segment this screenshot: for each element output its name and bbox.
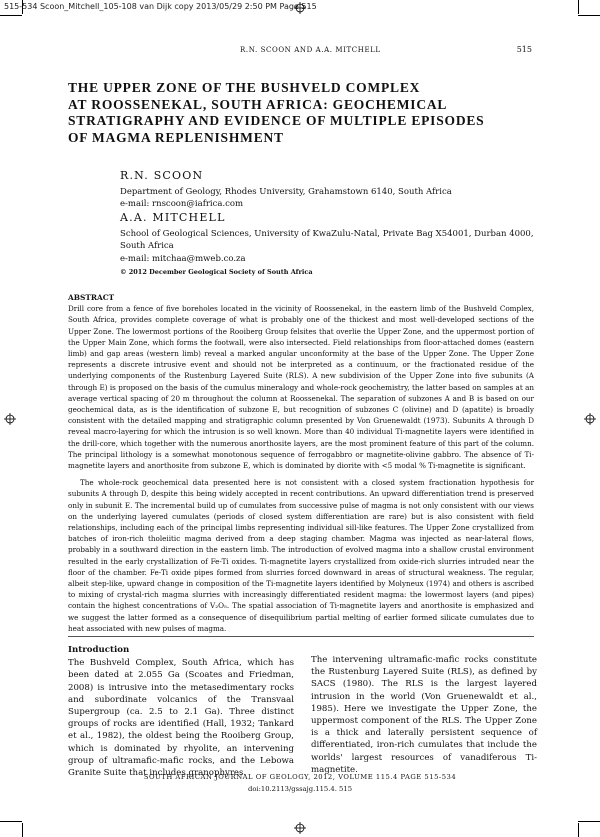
title-line: OF MAGMA REPLENISHMENT <box>68 129 284 145</box>
author-affiliation: School of Geological Sciences, University of KwaZulu-Natal, Private Bag X54001, Durban 4000, <box>120 228 534 239</box>
author-name: R.N. SCOON <box>120 169 204 182</box>
slug-text: 515-534 Scoon_Mitchell_105-108 van Dijk copy 2013/05/29 2:50 PM Page 515 <box>4 2 317 11</box>
doi: doi:10.2113/gssajg.115.4. 515 <box>247 785 353 793</box>
author-affiliation: South Africa <box>120 241 174 251</box>
registration-mark-icon <box>294 2 306 14</box>
abstract-heading: ABSTRACT <box>68 293 115 302</box>
registration-mark-icon <box>294 822 306 834</box>
abstract <box>68 292 534 638</box>
crop-mark <box>22 0 23 14</box>
page-number: 515 <box>516 45 532 54</box>
registration-mark-icon <box>4 413 16 425</box>
copyright-notice: © 2012 December Geological Society of South Africa <box>120 268 313 276</box>
title-line: AT ROOSSENEKAL, SOUTH AFRICA: GEOCHEMICAL <box>68 96 448 112</box>
page-footer <box>0 771 600 795</box>
crop-mark <box>578 0 579 14</box>
intro-paragraph: The intervening ultramafic-mafic rocks constitute the Rustenburg Layered Suite (RLS), as defined by SACS (1980). The RLS is the largest layered intrusion in the world (Von Gruenewaldt et al., 1985). Here we investigate the Upper Zone, the uppermost component of the RLS. The Upper Zone is a thick and laterally persistent sequence of differentiated, iron-rich cumulates that include the worlds' largest resources of vanadiferous Ti-magnetite. <box>311 655 537 775</box>
article-title <box>68 80 538 146</box>
author-affiliation: Department of Geology, Rhodes University, Grahamstown 6140, South Africa <box>120 186 452 197</box>
intro-column-left <box>68 644 294 779</box>
intro-column-right <box>311 654 537 776</box>
crop-mark <box>578 823 579 837</box>
title-line: STRATIGRAPHY AND EVIDENCE OF MULTIPLE EPISODES <box>68 113 485 128</box>
author-block <box>120 212 540 265</box>
abstract-paragraph: Drill core from a fence of five boreholes located in the vicinity of Roossenekal, in the eastern limb of the Bushveld Complex, South Africa, provides complete coverage of what is probably one of the thickest and most well-developed sections of the Upper Zone. The lowermost portions of the Rooiberg Group felsites that overlie the Upper Zone, and the uppermost portion of the Upper Main Zone, which forms the footwall, were also intersected. Field relationships from floor-attached domes (eastern limb) and gap areas (western limb) reveal a marked angular unconformity at the base of the Upper Zone. The Upper Zone represents a discrete intrusive event and should not be interpreted as a continuum, or the fractionated residue of the underlying components of the Rustenburg Layered Suite (RLS). A new subdivision of the Upper Zone into five subunits (A through E) is proposed on the basis of the cumulus mineralogy and whole-rock geochemistry, the latter based on samples at an average vertical spacing of 20 m throughout the column at Roossenekal. The separation of subzones A and B is based on our geochemical data, as is the identification of subzone E, but recognition of subzones C (olivine) and D (apatite) is broadly consistent with the detailed mapping and stratigraphic column presented by Von Gruenewaldt (1973). Subunits A through D reveal macro-layering for which the intrusion is so well known. More than 40 individual Ti-magnetite layers were identified in the drill-core, which together with the numerous anorthosite layers, are the most prominent feature of this part of the column. The principal lithology is a somewhat monotonous sequence of ferrogabbro or magnetite-olivine gabbro. The absence of Ti-magnetite layers and anorthosite from subzone E, which is dominated by diorite with <5 modal % Ti-magnetite is significant. <box>68 304 534 471</box>
crop-mark <box>578 15 600 16</box>
author-email: e-mail: mitchaa@mweb.co.za <box>120 253 246 264</box>
journal-citation: SOUTH AFRICAN JOURNAL OF GEOLOGY, 2012, VOLUME 115.4 PAGE 515-534 <box>143 773 457 781</box>
crop-mark <box>0 15 22 16</box>
running-head: R.N. SCOON AND A.A. MITCHELL <box>240 46 381 54</box>
crop-mark <box>0 821 22 822</box>
intro-heading: Introduction <box>68 645 130 655</box>
author-block <box>120 170 540 211</box>
author-email: e-mail: rnscoon@iafrica.com <box>120 199 244 209</box>
intro-paragraph: The Bushveld Complex, South Africa, which has been dated at 2.055 Ga (Scoates and Friedman, 2008) is intrusive into the metasedimentary rocks and subordinate volcanics of the Transvaal Supergroup (ca. 2.5 to 2.1 Ga). Three distinct groups of rocks are identified (Hall, 1932; Tankard et al., 1982), the oldest being the Rooiberg Group, which is dominated by rhyolite, an intervening group of ultramafic-mafic rocks, and the Lebowa Granite Suite that includes granophyres. <box>68 658 294 779</box>
section-divider <box>68 636 534 637</box>
title-line: THE UPPER ZONE OF THE BUSHVELD COMPLEX <box>68 80 421 95</box>
crop-mark <box>22 823 23 837</box>
crop-mark <box>578 821 600 822</box>
author-name: A.A. MITCHELL <box>120 211 226 224</box>
registration-mark-icon <box>584 413 596 425</box>
abstract-paragraph: The whole-rock geochemical data presented here is not consistent with a closed system fractionation hypothesis for subunits A through D, despite this being widely accepted in recent contributions. An upward differentiation trend is preserved only in subunit E. The incremental build up of cumulates from successive pulse of magma is not only consistent with our views on the underlying layered cumulates (periods of closed system differentiation are rare) but is also consistent with field relationships, including each of the principal limbs representing individual sill-like features. The Upper Zone crystallized from batches of iron-rich tholeiitic magma derived from a deep staging chamber. Magma was injected as near-lateral flows, probably in a southward direction in the eastern limb. The introduction of evolved magma into a shallow crustal environment resulted in the early crystallization of Fe-Ti oxides. Ti-magnetite layers crystallized from oxide-rich slurries intruded near the floor of the chamber. Fe-Ti oxide pipes formed from slurries forced downward in areas of structural weakness. The regular, albeit step-like, upward change in composition of the Ti-magnetite layers identified by Molyneux (1974) and others is ascribed to mixing of crystal-rich magma slurries with increasingly differentiated resident magma: the lowermost layers (and pipes) contain the highest concentrations of V₂O₅. The spatial association of Ti-magnetite layers and anorthosite is emphasized and we suggest the latter formed as a consequence of disequilibrium partial melting of earlier formed silicate cumulates due to heat associated with new pulses of magma. <box>68 478 534 633</box>
